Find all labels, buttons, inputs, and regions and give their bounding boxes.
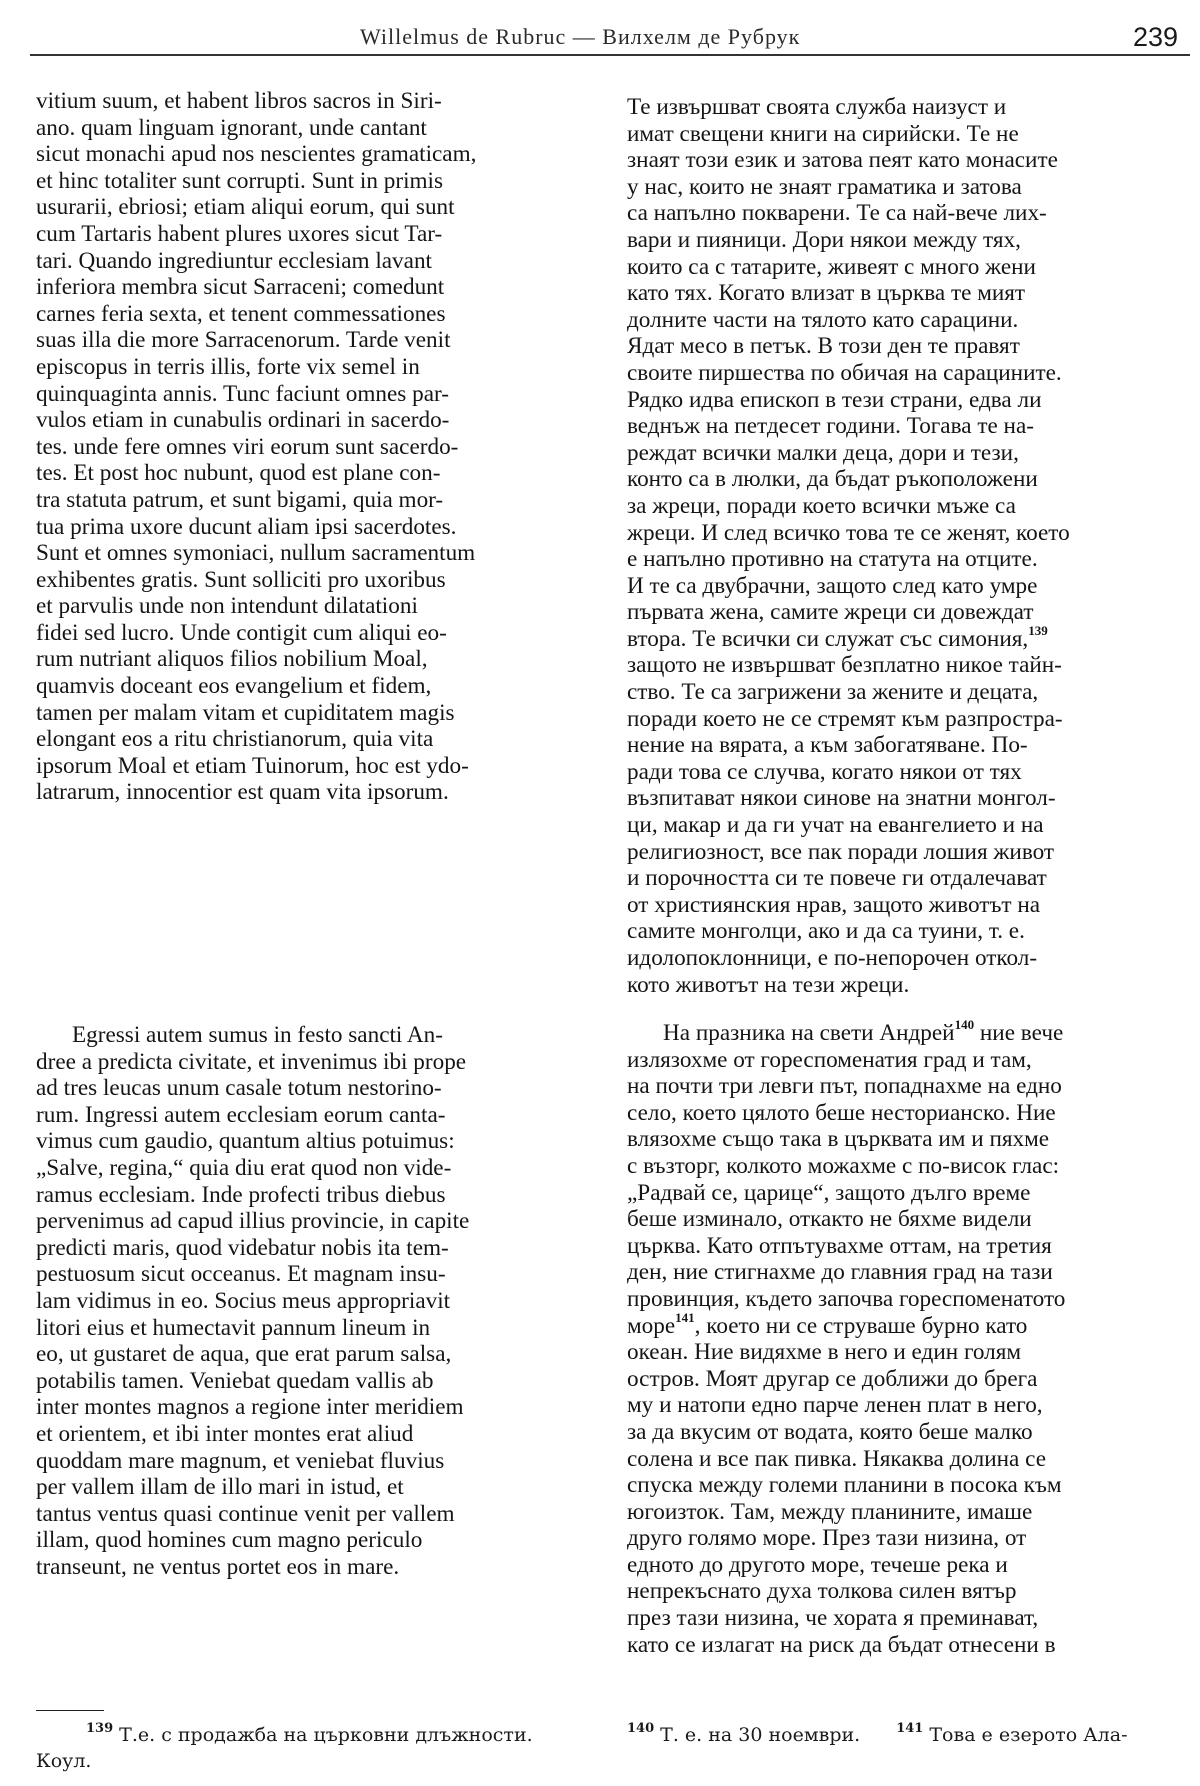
- footnote-text: Т. е. на 30 ноември.: [654, 1724, 861, 1746]
- page-number: 239: [1132, 22, 1178, 52]
- bulgarian-paragraph: [627, 1017, 1175, 1658]
- footnote-text: Т.е. с продажба на църковни длъжности.: [113, 1724, 533, 1746]
- latin-column-paragraph-1: [36, 88, 590, 806]
- bulgarian-column-paragraph-2: [627, 1017, 1175, 1658]
- footnote-text: Това е езерото Ала-: [923, 1724, 1128, 1746]
- bulgarian-paragraph: [627, 94, 1175, 998]
- footnote-139: [36, 1722, 596, 1748]
- footnote-ref-141[interactable]: 141: [675, 1309, 695, 1325]
- footnote-number: 140: [627, 1720, 655, 1736]
- running-head: Willelmus de Rubruc — Вилхелм де Рубрук: [360, 24, 801, 49]
- bulgarian-text: защото не извършват безплатно никое тайн- ство. Те са загрижени за жените и децата, поради което не се стремят към разпростра- нение на вярата, а към забогатяване. По- ради това се случва, когато някои от тях възпитават някои синове на знатни монгол- ци, макар и да ги учат на евангелието и на религиозност, все пак поради лошия живот и порочността си те повече ги отдалечават от християнския нрав, защото животът на самите монголци, ако и да са туини, т. е. идолопоклонници, е по-непорочен откол- кото животът на тези жреци.: [627, 652, 1063, 998]
- page-header: [30, 18, 1190, 58]
- latin-column-paragraph-2: [36, 1022, 590, 1580]
- footnotes-left: [36, 1722, 596, 1774]
- footnotes-right: [627, 1722, 1187, 1748]
- bulgarian-text: Те извършват своята служба наизуст и имат свещени книги на сирийски. Те не знаят този език и затова пеят като монасите у нас, които не знаят граматика и затова са напълно покварени. Те са най-вече лих- вари и пияници. Дори някои между тях, които са с татарите, живеят с много жени като тях. Когато влизат в църква те мият долните части на тялото като сарацини. Ядат месо в петък. В този ден те правят своите пиршества по обичая на сарацините. Рядко идва епископ в тези страни, едва ли веднъж на петдесет години. Тогава те на- реждат всички малки деца, дори и тези, конто са в люлки, да бъдат ръкоположени за жреци, поради което всички мъже са жреци. И след всичко това те се женят, което е напълно противно на статута на отците. И те са двубрачни, защото след като умре първата жена, самите жреци си довеждат втора. Те всички си служат със симония,: [627, 94, 1070, 652]
- footnote-rule: [36, 1710, 104, 1711]
- header-rule: [30, 54, 1190, 56]
- latin-paragraph: Egressi autem sumus in festo sancti An- dree a predicta civitate, et invenimus ibi prope ad tres leucas unum casale totum nestorino- rum. Ingressi autem ecclesiam eorum canta- vimus cum gaudio, quantum altius potuimus: „Salve, regina,“ quia diu erat quod non vide- ramus ecclesiam. Inde profecti tribus diebus pervenimus ad capud illius provincie, in capite predicti maris, quod videbatur nobis ita tem- pestuosum sicut occeanus. Et magnam insu- lam vidimus in eo. Socius meus appropriavit litori eius et humectavit pannum lineum in eo, ut gustaret de aqua, que erat parum salsa, potabilis tamen. Veniebat quedam vallis ab inter montes magnos a regione inter meridiem et orientem, et ibi inter montes erat aliud quoddam mare magnum, et veniebat fluvius per vallem illam de illo mari in istud, et tantus ventus quasi continue venit per vallem illam, quod homines cum magno periculo transeunt, ne ventus portet eos in mare.: [36, 1022, 470, 1580]
- bulgarian-text: , което ни се струваше бурно като океан. Ние видяхме в него и един голям остров. Моят другар се доближи до брега му и натопи едно парче ленен плат в него, за да вкусим от водата, която беше малко солена и все пак пивка. Някаква долина се спуска между големи планини в посока към югоизток. Там, между планините, имаше друго голямо море. През тази низина, от едното до другото море, течеше река и непрекъснато духа толкова силен вятър през тази низина, че хората я преминават, като се излагат на риск да бъдат отнесени в: [627, 1312, 1062, 1658]
- footnote-141: [896, 1720, 1128, 1746]
- bulgarian-text: На празника на свети Андрей: [663, 1020, 955, 1046]
- footnote-ref-140[interactable]: 140: [954, 1017, 975, 1033]
- bulgarian-text: ние вече излязохме от гореспоменатия град и там, на почти три левги път, попаднахме на едно село, което цялото беше несторианско. Ние влязохме също така в църквата им и пяхме с възторг, колкото можахме с по-висок глас: „Радвай се, царице“, защото дълго време беше изминало, откакто не бяхме видели църква. Като отпътувахме оттам, на третия ден, ние стигнахме до главния град на тази провинция, където започва гореспоменатото море: [627, 1020, 1066, 1339]
- footnote-140: [627, 1720, 861, 1746]
- footnote-139-author: Коул.: [36, 1750, 92, 1772]
- footnote-number: 139: [86, 1720, 114, 1736]
- bulgarian-column-paragraph-1: [627, 94, 1175, 998]
- footnote-ref-139[interactable]: 139: [1028, 623, 1048, 639]
- latin-paragraph: vitium suum, et habent libros sacros in Siri- ano. quam linguam ignorant, unde cantant sicut monachi apud nos nescientes gramaticam, et hinc totaliter sunt corrupti. Sunt in primis usurarii, ebriosi; etiam aliqui eorum, qui sunt cum Tartaris habent plures uxores sicut Tar- tari. Quando ingrediuntur ecclesiam lavant inferiora membra sicut Sarraceni; comedunt carnes feria sexta, et tenent commessationes suas illa die more Sarracenorum. Tarde venit episcopus in terris illis, forte vix semel in quinquaginta annis. Tunc faciunt omnes par- vulos etiam in cunabulis ordinari in sacerdo- tes. unde fere omnes viri eorum sunt sacerdo- tes. Et post hoc nubunt, quod est plane con- tra statuta patrum, et sunt bigami, quia mor- tua prima uxore ducunt aliam ipsi sacerdotes. Sunt et omnes symoniaci, nullum sacramentum exhibentes gratis. Sunt solliciti pro uxoribus et parvulis unde non intendunt dilatationi fidei sed lucro. Unde contigit cum aliqui eo- rum nutriant aliquos filios nobilium Moal, quamvis doceant eos evangelium et fidem, tamen per malam vitam et cupiditatem magis elongant eos a ritu christianorum, quia vita ipsorum Moal et etiam Tuinorum, hoc est ydo- latrarum, innocentior est quam vita ipsorum.: [36, 88, 477, 806]
- footnote-number: 141: [896, 1720, 924, 1736]
